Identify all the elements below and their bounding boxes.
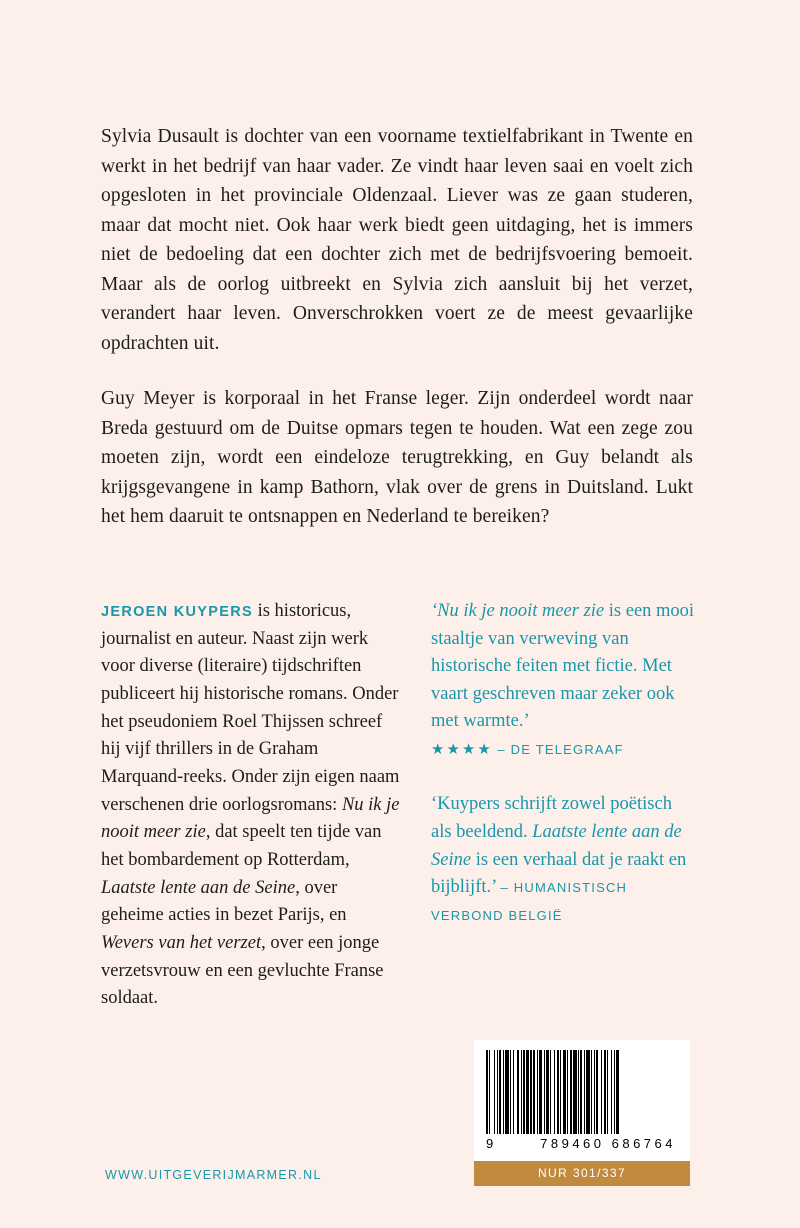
review-quote-2 [431,791,697,929]
review-2-source: – HUMANISTISCH VERBOND BELGIË [431,880,628,923]
barcode-digits-main: 789460 686764 [540,1136,676,1151]
bio-text-3: , over geheime acties in bezet Parijs, en [101,877,347,926]
barcode-block [474,1040,690,1186]
review-2-body: is een verhaal dat je raakt en bijblijft.’ [431,849,687,898]
reviews-column [431,598,697,1013]
review-1-source: – DE TELEGRAAF [497,741,624,757]
review-1-title: ‘Nu ik je nooit meer zie [431,601,605,621]
review-quote-1 [431,598,697,763]
nur-code: NUR 301/337 [474,1161,690,1186]
barcode-box [474,1040,690,1161]
lower-columns [101,598,697,1013]
author-bio [101,598,401,1013]
author-name: JEROEN KUYPERS [101,604,253,620]
review-2-title: Laatste lente aan de Seine [431,821,682,870]
book-title-3: Wevers van het verzet [101,932,262,953]
blurb-paragraph-1: Sylvia Dusault is dochter van een voorname textielfabrikant in Twente en werkt in het bedrijf van haar vader. Ze vindt haar leven saai en voelt zich opgesloten in het provinciale Oldenzaal. Liever was ze gaan studeren, maar dat mocht niet. Ook haar werk biedt geen uitdaging, het is immers niet de bedoeling dat een dochter zich met de bedrijfsvoering bemoeit. Maar als de oorlog uitbreekt en Sylvia zich aansluit bij het verzet, verandert haar leven. Onverschrokken voert ze de meest gevaarlijke opdrachten uit. [101,126,693,354]
barcode-digit-left: 9 [486,1136,497,1151]
review-2-lead: ‘Kuypers schrijft zowel poëtisch als beeldend. [431,794,672,842]
review-1-body: is een mooi staaltje van verweving van historische feiten met fictie. Met vaart geschreven maar zeker ook met warmte.’ [431,601,695,732]
book-title-2: Laatste lente aan de Seine [101,877,296,898]
barcode-digits [486,1134,678,1151]
bio-text-2: , dat speelt ten tijde van het bombardement op Rotterdam, [101,822,382,870]
bio-text-1: is historicus, journalist en auteur. Naast zijn werk voor diverse (literaire) tijdschriften publiceert hij historische romans. Onder het pseudoniem Roel Thijssen schreef hij vijf thrillers in de Graham Marquand-reeks. Onder zijn eigen naam verschenen drie oorlogsromans: [101,601,400,815]
review-1-stars: ★★★★ [431,741,493,758]
publisher-website-link[interactable]: WWW.UITGEVERIJMARMER.NL [105,1168,322,1182]
bio-text-4: , over een jonge verzetsvrouw en een gevluchte Franse soldaat. [101,932,384,1009]
barcode-bars [486,1050,678,1134]
blurb-section [101,122,693,532]
author-bio-column [101,598,401,1013]
blurb-paragraph-2: Guy Meyer is korporaal in het Franse leger. Zijn onderdeel wordt naar Breda gestuurd om de Duitse opmars tegen te houden. Wat een zege zou moeten zijn, wordt een eindeloze terugtrekking, en Guy belandt als krijgsgevangene in kamp Bathorn, vlak over de grens in Duitsland. Lukt het hem daaruit te ontsnappen en Nederland te bereiken? [101,388,693,528]
book-title-1: Nu ik je nooit meer zie [101,794,400,843]
